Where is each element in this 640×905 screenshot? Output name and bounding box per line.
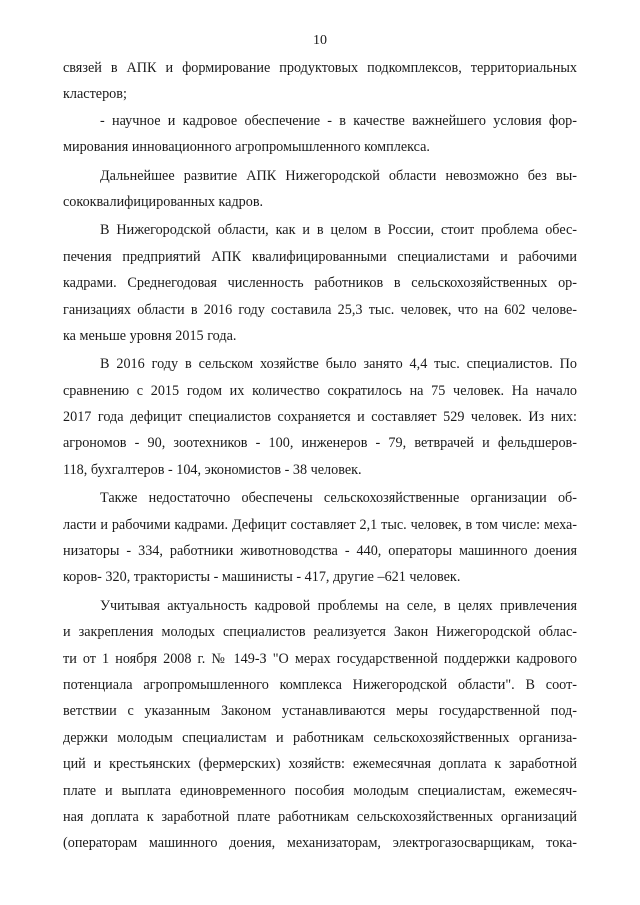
text-line: ганизациях области в 2016 году составила 25,3 тыс. человек, что на 602 челове- <box>63 301 577 318</box>
text-line: 118, бухгалтеров - 104, экономистов - 38 человек. <box>63 461 362 478</box>
text-line: ласти и рабочими кадрами. Дефицит составляет 2,1 тыс. человек, в том числе: меха- <box>63 516 577 533</box>
text-line: (операторам машинного доения, механизаторам, электрогазосварщикам, тока- <box>63 835 577 852</box>
text-line: держки молодым специалистам и работникам сельскохозяйственных организа- <box>63 729 577 746</box>
text-line: низаторы - 334, работники животноводства - 440, операторы машинного доения <box>63 543 577 560</box>
text-line: ти от 1 ноября 2008 г. № 149-З "О мерах государственной поддержки кадрового <box>63 650 577 667</box>
document-body <box>63 55 577 857</box>
text-line: - научное и кадровое обеспечение - в качестве важнейшего условия фор- <box>100 112 577 129</box>
text-line: ка меньше уровня 2015 года. <box>63 327 237 344</box>
text-line: ций и крестьянских (фермерских) хозяйств: ежемесячная доплата к заработной <box>63 756 577 773</box>
text-line: ная доплата к заработной плате работникам сельскохозяйственных организаций <box>63 808 577 825</box>
text-line: В 2016 году в сельском хозяйстве было занято 4,4 тыс. специалистов. По <box>100 356 577 373</box>
text-line: агрономов - 90, зоотехников - 100, инженеров - 79, ветврачей и фельдшеров- <box>63 435 577 452</box>
page-number: 10 <box>313 33 327 48</box>
text-line: кластеров; <box>63 86 127 103</box>
text-line: В Нижегородской области, как и в целом в России, стоит проблема обес- <box>100 222 577 239</box>
text-line: кадрами. Среднегодовая численность работников в сельскохозяйственных ор- <box>63 275 577 292</box>
text-line: и закрепления молодых специалистов реализуется Закон Нижегородской облас- <box>63 624 577 641</box>
text-line: Также недостаточно обеспечены сельскохозяйственные организации об- <box>100 490 577 507</box>
text-line: сококвалифицированных кадров. <box>63 193 264 210</box>
text-line: потенциала агропромышленного комплекса Нижегородской области". В соот- <box>63 676 577 693</box>
text-line: ветствии с указанным Законом устанавливаются меры государственной под- <box>63 703 577 720</box>
text-line: связей в АПК и формирование продуктовых подкомплексов, территориальных <box>63 60 577 76</box>
text-line: коров- 320, трактористы - машинисты - 417, другие –621 человек. <box>63 569 461 586</box>
text-line: печения предприятий АПК квалифицированными специалистами и рабочими <box>63 248 577 265</box>
text-line: 2017 года дефицит специалистов сохраняется и составляет 529 человек. Из них: <box>63 409 577 426</box>
text-line: Дальнейшее развитие АПК Нижегородской области невозможно без вы- <box>100 167 577 184</box>
text-line: мирования инновационного агропромышленного комплекса. <box>63 139 430 156</box>
text-line: сравнению с 2015 годом их количество сократилось на 75 человек. На начало <box>63 382 577 399</box>
text-line: Учитывая актуальность кадровой проблемы на селе, в целях привлечения <box>100 597 577 614</box>
text-line: плате и выплата единовременного пособия молодым специалистам, ежемесяч- <box>63 782 577 799</box>
